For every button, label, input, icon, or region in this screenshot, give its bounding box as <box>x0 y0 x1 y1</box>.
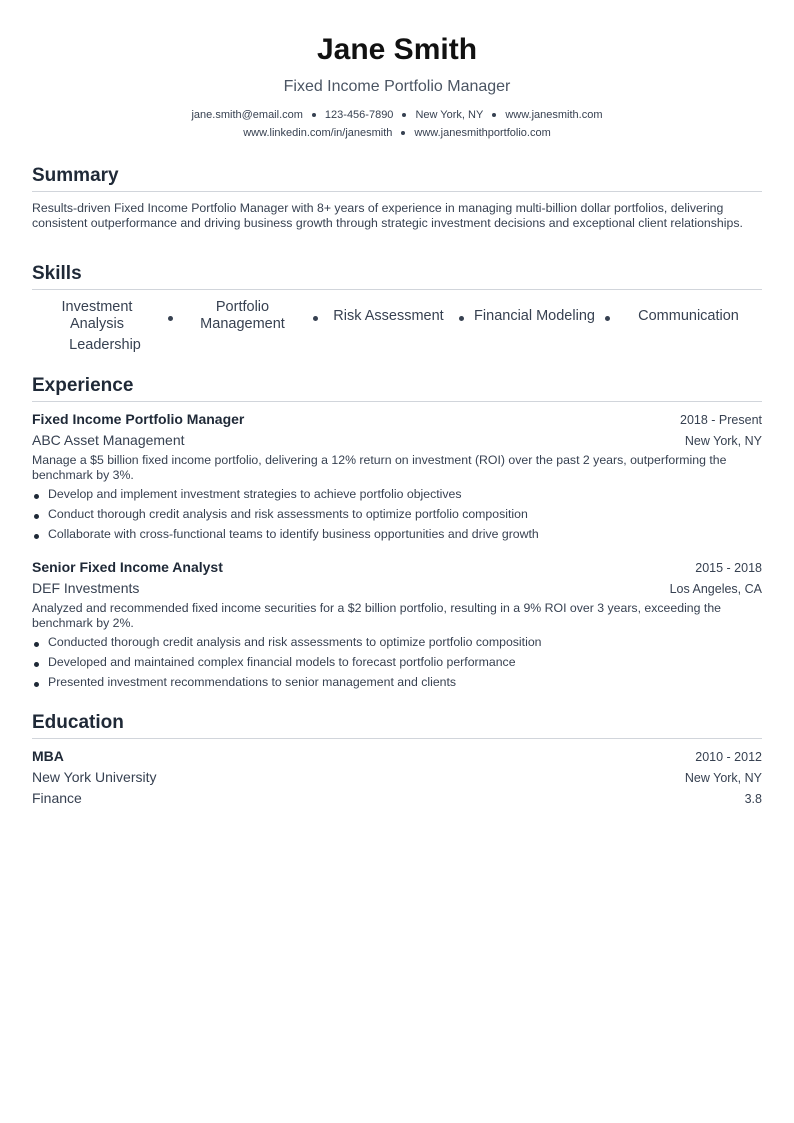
bullet-dot <box>34 534 39 539</box>
bullet-dot <box>34 662 39 667</box>
candidate-title: Fixed Income Portfolio Manager <box>283 78 511 95</box>
job-company: ABC Asset Management <box>32 432 185 448</box>
job-bullet: Develop and implement investment strategies to achieve portfolio objectives <box>32 487 762 502</box>
education-heading: Education <box>32 711 762 739</box>
skill-item: Communication <box>638 308 739 324</box>
bullet-dot <box>34 514 39 519</box>
contact-portfolio[interactable]: www.janesmithportfolio.com <box>414 127 551 139</box>
skill-separator-dot <box>459 316 464 321</box>
skills-heading: Skills <box>32 262 762 290</box>
job-location: New York, NY <box>684 434 762 448</box>
education-field: Finance <box>32 790 82 806</box>
job-bullet: Collaborate with cross-functional teams to identify business opportunities and drive growth <box>32 527 762 542</box>
skill-item: Financial Modeling <box>474 308 595 324</box>
skill-item: Leadership <box>69 337 141 353</box>
job-description: Manage a $5 billion fixed income portfolio, delivering a 12% return on investment (ROI) over the past 2 years, outperforming the benchmark by 3%. <box>32 453 727 482</box>
job-dates: 2018 - Present <box>680 413 762 427</box>
job-description: Analyzed and recommended fixed income securities for a $2 billion portfolio, resulting in a 9% ROI over 3 years, exceeding the benchmark by 2%. <box>32 601 721 630</box>
bullet-dot <box>34 642 39 647</box>
experience-heading: Experience <box>32 374 762 402</box>
contact-linkedin[interactable]: www.linkedin.com/in/janesmith <box>243 127 393 139</box>
contact-row-2 <box>32 126 762 140</box>
contact-website[interactable]: www.janesmith.com <box>505 109 603 121</box>
skill-separator-dot <box>313 316 318 321</box>
contact-phone[interactable]: 123-456-7890 <box>324 109 394 121</box>
summary-text: Results-driven Fixed Income Portfolio Manager with 8+ years of experience in managing multi-billion dollar portfolios, delivering consistent outperformance and driving business growth through strategic investment decisions and exceptional client relationships. <box>32 201 743 230</box>
summary-heading: Summary <box>32 164 762 192</box>
contact-location: New York, NY <box>415 109 484 121</box>
job-bullet: Conduct thorough credit analysis and risk assessments to optimize portfolio composition <box>32 507 762 522</box>
bullet-dot <box>34 494 39 499</box>
separator-dot <box>312 113 316 117</box>
education-gpa: 3.8 <box>744 792 762 806</box>
job-title: Fixed Income Portfolio Manager <box>32 411 245 427</box>
job-title: Senior Fixed Income Analyst <box>32 559 223 575</box>
education-dates: 2010 - 2012 <box>695 750 762 764</box>
skill-item: Risk Assessment <box>333 308 444 324</box>
skill-separator-dot <box>605 316 610 321</box>
contact-row-1 <box>32 108 762 122</box>
education-degree: MBA <box>32 748 64 764</box>
skill-item: Investment Analysis <box>61 299 133 332</box>
bullet-dot <box>34 682 39 687</box>
separator-dot <box>492 113 496 117</box>
job-dates: 2015 - 2018 <box>695 561 762 575</box>
contact-email[interactable]: jane.smith@email.com <box>191 109 303 121</box>
job-bullet: Developed and maintained complex financial models to forecast portfolio performance <box>32 655 762 670</box>
job-company: DEF Investments <box>32 580 140 596</box>
job-bullet: Conducted thorough credit analysis and risk assessments to optimize portfolio composition <box>32 635 762 650</box>
separator-dot <box>402 113 406 117</box>
job-location: Los Angeles, CA <box>669 582 762 596</box>
job-bullet: Presented investment recommendations to senior management and clients <box>32 675 762 690</box>
skill-item: Portfolio Management <box>200 299 285 332</box>
separator-dot <box>401 131 405 135</box>
skill-separator-dot <box>168 316 173 321</box>
education-location: New York, NY <box>684 771 762 785</box>
education-school: New York University <box>32 769 157 785</box>
candidate-name: Jane Smith <box>316 33 478 66</box>
